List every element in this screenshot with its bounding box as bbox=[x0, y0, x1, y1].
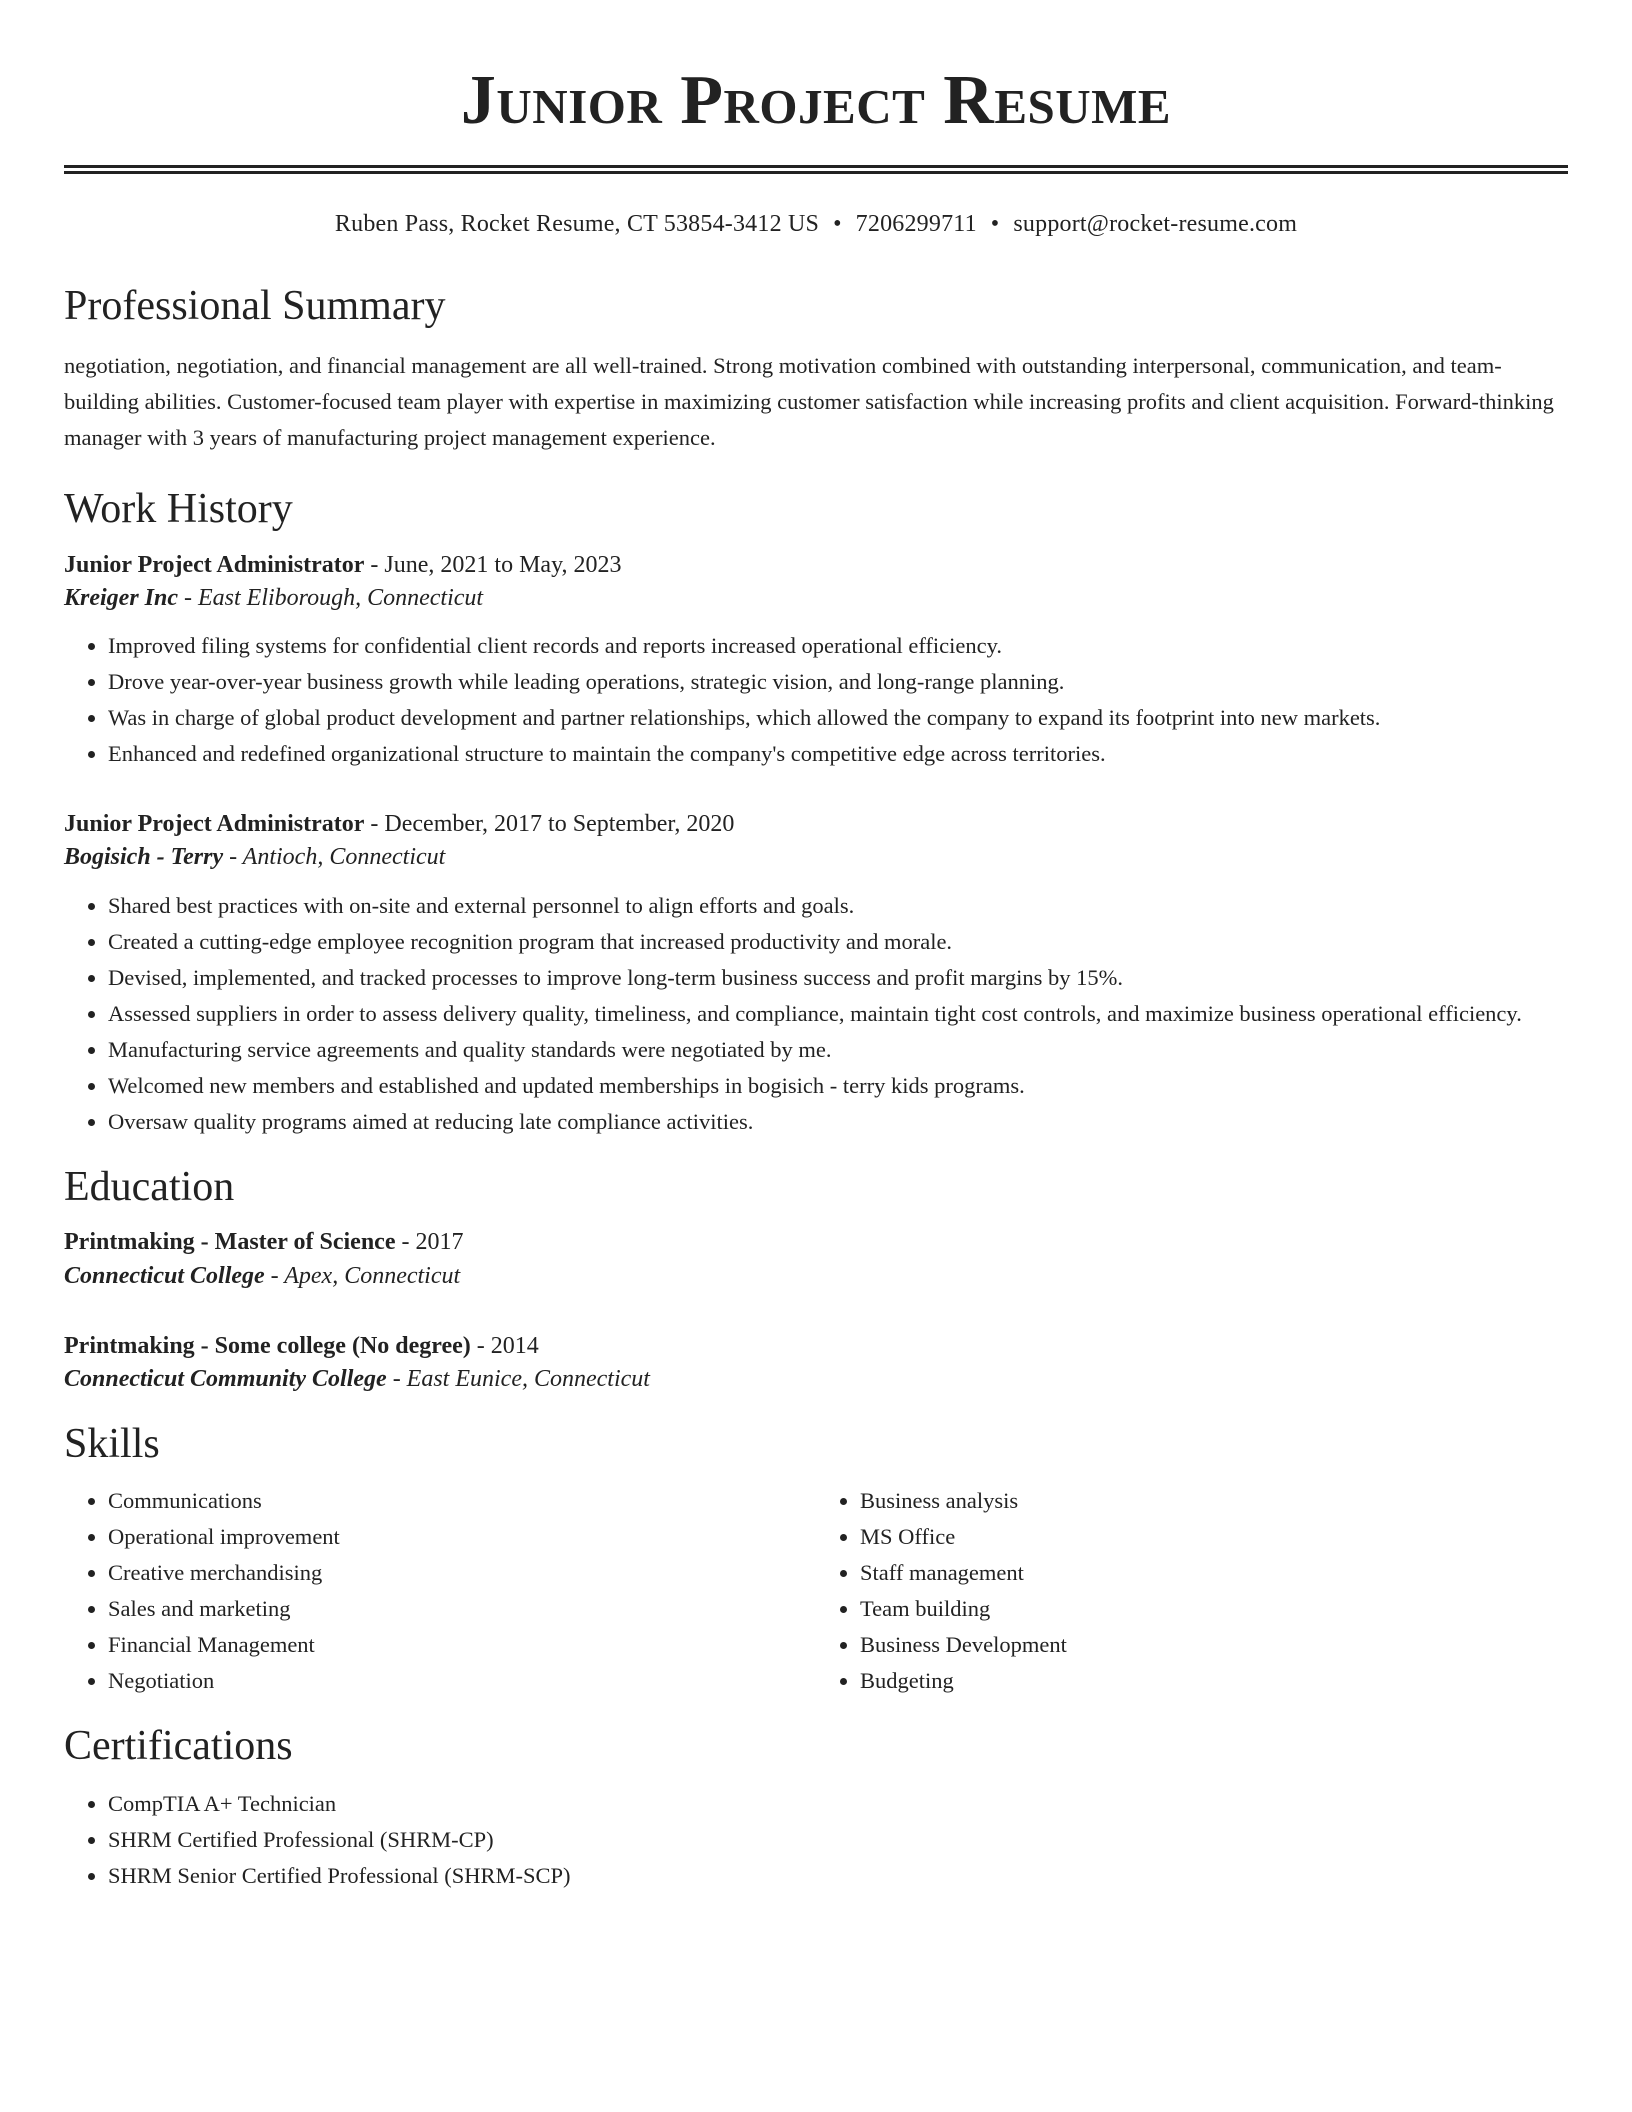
skill-item: • Creative merchandising bbox=[108, 1555, 816, 1591]
job-bullet: • Assessed suppliers in order to assess delivery quality, timeliness, and compliance, maintain tight cost controls, and maximize business operational efficiency. bbox=[108, 996, 1568, 1032]
job-bullet: • Oversaw quality programs aimed at reducing late compliance activities. bbox=[108, 1104, 1568, 1140]
job-title: Junior Project Administrator bbox=[64, 551, 365, 578]
contact-separator: • bbox=[833, 211, 842, 237]
summary-heading: Professional Summary bbox=[64, 282, 446, 329]
job-bullet: • Drove year-over-year business growth while leading operations, strategic vision, and long-range planning. bbox=[108, 664, 1568, 700]
degree-name: Printmaking - Some college (No degree) bbox=[64, 1332, 471, 1359]
job-bullet: • Welcomed new members and established and updated memberships in bogisich - terry kids programs. bbox=[108, 1068, 1568, 1104]
company-name: Bogisich - Terry bbox=[64, 844, 224, 871]
certifications-list bbox=[64, 1786, 1568, 1894]
contact-line bbox=[64, 210, 1568, 239]
skill-item: • Budgeting bbox=[860, 1663, 1568, 1699]
skill-item: • Negotiation bbox=[108, 1663, 816, 1699]
company-location: - Antioch, Connecticut bbox=[223, 844, 446, 871]
school-line bbox=[64, 1260, 1568, 1294]
certification-item: • CompTIA A+ Technician bbox=[108, 1786, 1568, 1822]
resume-title: Junior Project Resume bbox=[460, 62, 1172, 139]
certification-item: • SHRM Certified Professional (SHRM-CP) bbox=[108, 1822, 1568, 1858]
job-bullet: • Enhanced and redefined organizational structure to maintain the company's competitive edge across territories. bbox=[108, 736, 1568, 772]
skill-item: • Sales and marketing bbox=[108, 1591, 816, 1627]
school-name: Connecticut College bbox=[64, 1262, 265, 1289]
job-bullet: • Shared best practices with on-site and external personnel to align efforts and goals. bbox=[108, 888, 1568, 924]
contact-phone: 7206299711 bbox=[855, 211, 977, 237]
degree-line bbox=[64, 1330, 1568, 1364]
education-entry bbox=[64, 1226, 1568, 1293]
company-line bbox=[64, 582, 1568, 616]
job-dates: - December, 2017 to September, 2020 bbox=[364, 810, 735, 837]
certifications-heading: Certifications bbox=[64, 1723, 293, 1770]
skills-column-left bbox=[64, 1483, 816, 1699]
summary-text: negotiation, negotiation, and financial management are all well-trained. Strong motivation combined with outstanding interpersonal, communication, and team-building abilities. Customer-focused team player with expertise in maximizing customer satisfaction while increasing profits and client acquisition. Forward-thinking manager with 3 years of manufacturing project management experience. bbox=[64, 353, 1554, 451]
skill-item: • Communications bbox=[108, 1483, 816, 1519]
job-entry bbox=[64, 808, 1568, 1140]
job-dates: - June, 2021 to May, 2023 bbox=[364, 551, 622, 578]
skill-item: • Operational improvement bbox=[108, 1519, 816, 1555]
contact-email: support@rocket-resume.com bbox=[1013, 211, 1298, 237]
company-location: - East Eliborough, Connecticut bbox=[178, 585, 484, 612]
skills-heading: Skills bbox=[64, 1420, 160, 1467]
skill-item: • Staff management bbox=[860, 1555, 1568, 1591]
job-entry bbox=[64, 549, 1568, 772]
degree-line bbox=[64, 1226, 1568, 1260]
skills-list bbox=[64, 1483, 816, 1699]
school-name: Connecticut Community College bbox=[64, 1366, 387, 1393]
job-title: Junior Project Administrator bbox=[64, 810, 365, 837]
job-bullet: • Was in charge of global product development and partner relationships, which allowed the company to expand its footprint into new markets. bbox=[108, 700, 1568, 736]
work-history-heading: Work History bbox=[64, 486, 293, 533]
skills-columns bbox=[64, 1483, 1568, 1699]
job-bullet: • Improved filing systems for confidential client records and reports increased operational efficiency. bbox=[108, 628, 1568, 664]
school-line bbox=[64, 1363, 1568, 1397]
job-bullet: • Manufacturing service agreements and quality standards were negotiated by me. bbox=[108, 1032, 1568, 1068]
job-bullets bbox=[64, 628, 1568, 772]
job-bullet: • Devised, implemented, and tracked processes to improve long-term business success and profit margins by 15%. bbox=[108, 960, 1568, 996]
education-entry bbox=[64, 1330, 1568, 1397]
skills-column-right bbox=[816, 1483, 1568, 1699]
degree-name: Printmaking - Master of Science bbox=[64, 1229, 396, 1256]
school-location: - East Eunice, Connecticut bbox=[386, 1366, 650, 1393]
certification-item: • SHRM Senior Certified Professional (SHRM-SCP) bbox=[108, 1858, 1568, 1894]
company-name: Kreiger Inc bbox=[64, 585, 178, 612]
skills-list bbox=[816, 1483, 1568, 1699]
degree-year: - 2017 bbox=[395, 1229, 464, 1256]
contact-separator: • bbox=[990, 211, 1000, 237]
job-title-line bbox=[64, 549, 1568, 583]
skill-item: • Financial Management bbox=[108, 1627, 816, 1663]
skill-item: • Business Development bbox=[860, 1627, 1568, 1663]
skill-item: • Business analysis bbox=[860, 1483, 1568, 1519]
skill-item: • MS Office bbox=[860, 1519, 1568, 1555]
education-heading: Education bbox=[64, 1163, 235, 1210]
title-divider bbox=[64, 165, 1568, 174]
company-line bbox=[64, 841, 1568, 875]
degree-year: - 2014 bbox=[470, 1332, 539, 1359]
job-bullet: • Created a cutting-edge employee recognition program that increased productivity and morale. bbox=[108, 924, 1568, 960]
job-bullets bbox=[64, 888, 1568, 1140]
contact-address: Ruben Pass, Rocket Resume, CT 53854-3412 US bbox=[334, 211, 820, 237]
school-location: - Apex, Connecticut bbox=[264, 1262, 461, 1289]
skill-item: • Team building bbox=[860, 1591, 1568, 1627]
job-title-line bbox=[64, 808, 1568, 842]
